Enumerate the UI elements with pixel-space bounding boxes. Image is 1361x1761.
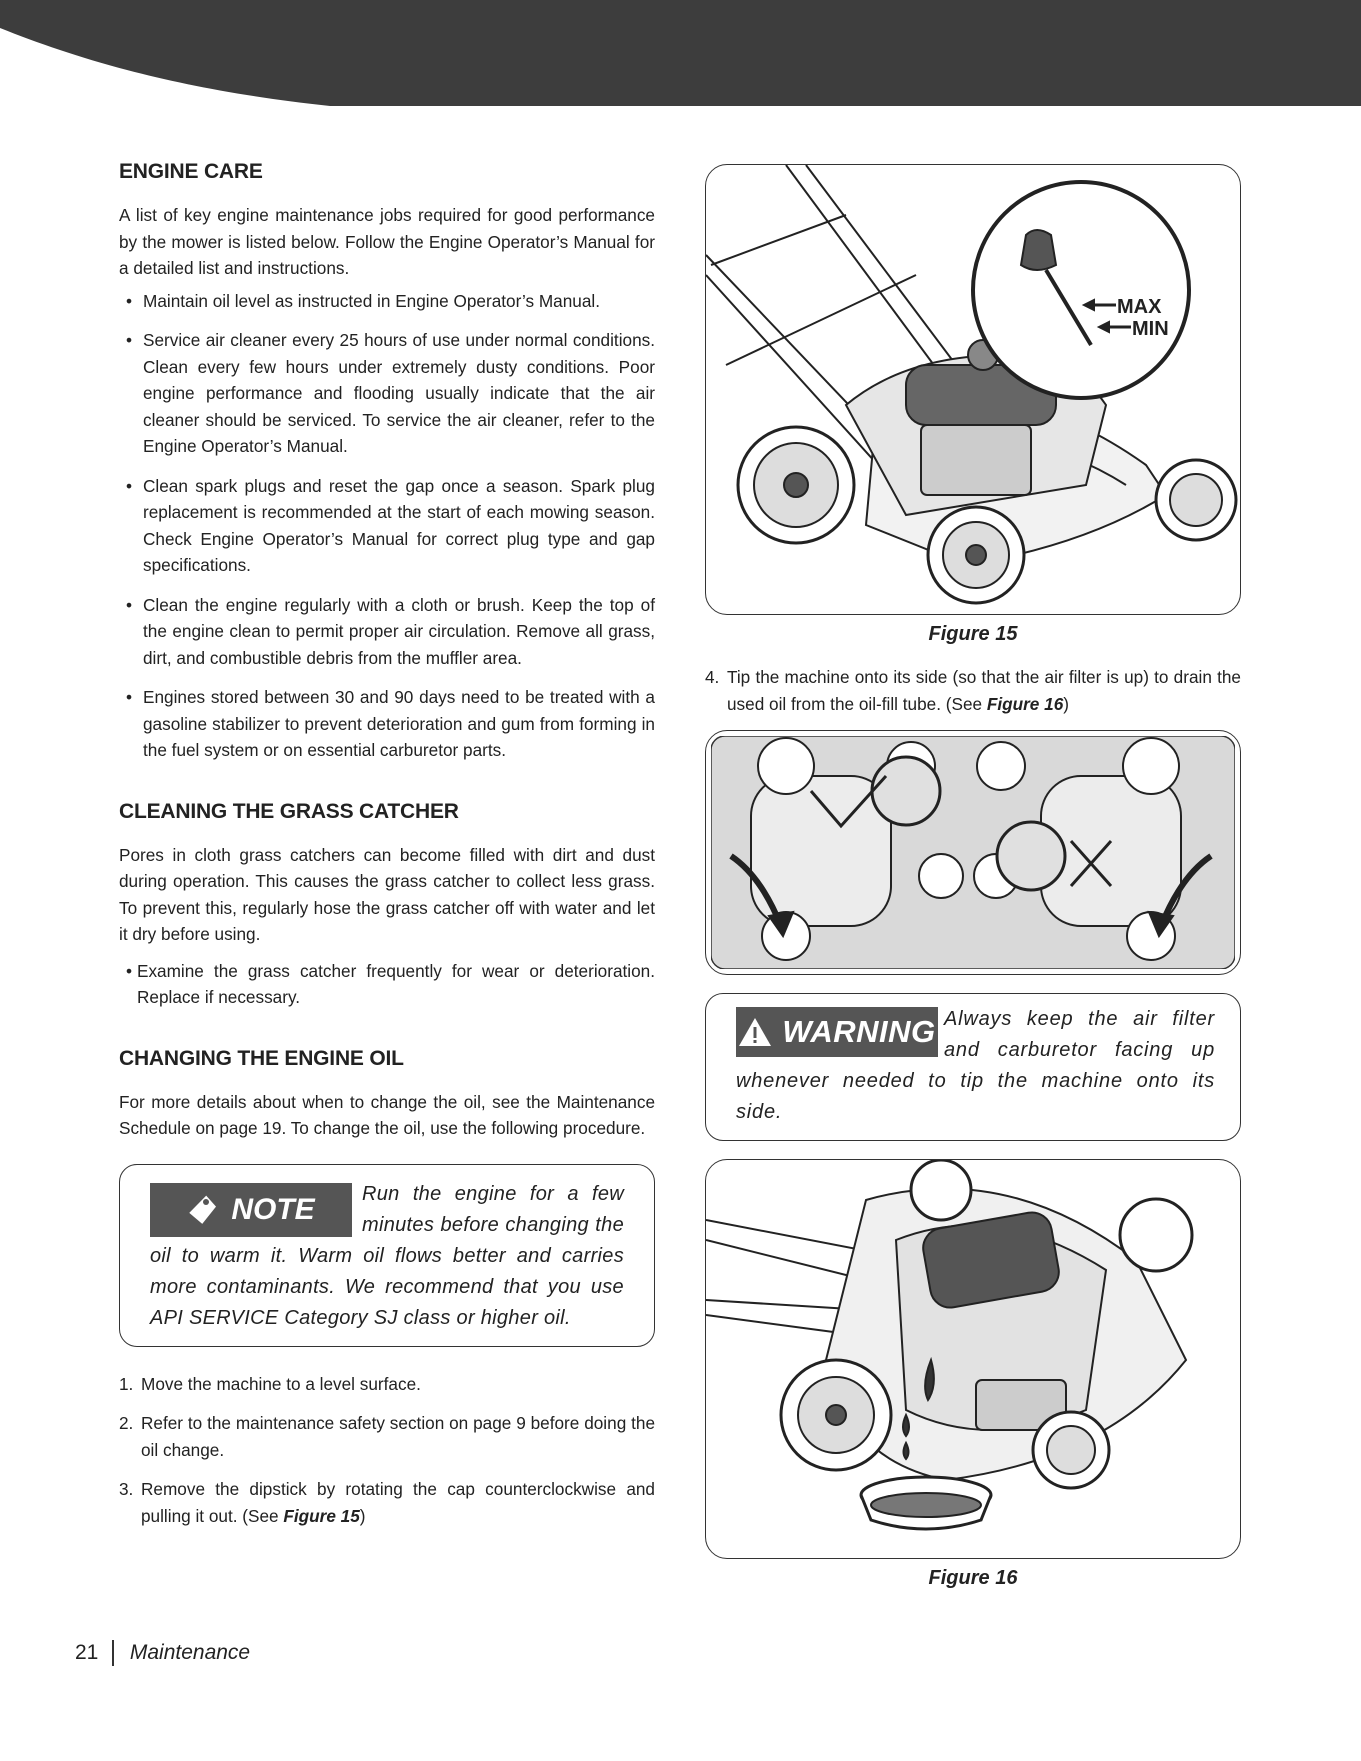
step-item bbox=[705, 664, 1241, 717]
oil-steps-list-continued bbox=[705, 664, 1241, 717]
engine-care-heading: ENGINE CARE bbox=[119, 160, 263, 183]
list-item: • Clean spark plugs and reset the gap once a season. Spark plug replacement is recommended at the start of each mowing season. Check Engine Operator’s Manual for correct plug type and gap specifications. bbox=[119, 473, 655, 579]
step-number: 2. bbox=[119, 1413, 134, 1433]
grass-catcher-intro: Pores in cloth grass catchers can become filled with dirt and dust during operation. This causes the grass catcher to collect less grass. To prevent this, regularly hose the grass catcher off with water and let it dry before using. bbox=[119, 844, 655, 944]
warning-text: Always keep the air filter and carburetor facing up whenever needed to tip the machine onto its side. bbox=[736, 1008, 1215, 1123]
warning-box bbox=[705, 993, 1241, 1141]
header-banner bbox=[0, 0, 1361, 106]
page-footer bbox=[75, 1640, 250, 1666]
step-text: Tip the machine onto its side (so that the air filter is up) to drain the used oil from the oil-fill tube. (See bbox=[727, 667, 1241, 714]
step-item bbox=[119, 1476, 655, 1529]
figure-15-illustration bbox=[705, 164, 1241, 615]
warning-tag bbox=[736, 1007, 938, 1057]
engine-care-list bbox=[119, 288, 655, 764]
min-label: MIN bbox=[1132, 318, 1169, 340]
engine-oil-intro: For more details about when to change the oil, see the Maintenance Schedule on page 19. To change the oil, use the following procedure. bbox=[119, 1091, 655, 1138]
step-text: Remove the dipstick by rotating the cap counterclockwise and pulling it out. (See bbox=[141, 1479, 655, 1526]
figure-16-illustration bbox=[705, 1159, 1241, 1559]
figure-16-caption: Figure 16 bbox=[928, 1567, 1018, 1589]
page-number: 21 bbox=[75, 1641, 99, 1664]
note-box bbox=[119, 1164, 655, 1347]
list-item: • Service air cleaner every 25 hours of use under normal conditions. Clean every few hours under extremely dusty conditions. Poor engine performance and flooding usually indicate that the air cleaner should be serviced. To service the air cleaner, refer to the Engine Operator’s Manual. bbox=[119, 327, 655, 460]
note-tag bbox=[150, 1183, 352, 1237]
warning-triangle-icon bbox=[738, 1017, 772, 1047]
step-item bbox=[119, 1410, 655, 1463]
mower-dipstick-drawing bbox=[706, 165, 1241, 614]
step-item bbox=[119, 1371, 655, 1398]
list-item: • Maintain oil level as instructed in Engine Operator’s Manual. bbox=[119, 288, 655, 315]
figure-16-reference: Figure 16 bbox=[986, 693, 1064, 714]
list-item: • Clean the engine regularly with a cloth or brush. Keep the top of the engine clean to permit proper air circulation. Remove all grass, dirt, and combustible debris from the muffler area. bbox=[119, 592, 655, 672]
step-number: 1. bbox=[119, 1373, 134, 1394]
step-text-end: ) bbox=[1063, 693, 1069, 714]
grass-catcher-list bbox=[119, 958, 655, 1011]
grass-catcher-heading: CLEANING THE GRASS CATCHER bbox=[119, 799, 459, 823]
max-label: MAX bbox=[1117, 296, 1162, 318]
note-label: NOTE bbox=[231, 1192, 315, 1226]
warning-label: WARNING bbox=[782, 1014, 936, 1049]
step-number: 3. bbox=[119, 1479, 134, 1499]
list-item: • Examine the grass catcher frequently for wear or deterioration. Replace if necessary. bbox=[119, 958, 655, 1011]
engine-care-intro: A list of key engine maintenance jobs required for good performance by the mower is listed below. Follow the Engine Operator’s Manual for a detailed list and instructions. bbox=[119, 205, 655, 278]
figure-15-reference: Figure 15 bbox=[283, 1505, 360, 1526]
tip-direction-drawing bbox=[711, 736, 1235, 969]
figure-15-caption: Figure 15 bbox=[928, 623, 1018, 645]
step-number: 4. bbox=[705, 667, 720, 687]
left-column bbox=[119, 160, 655, 1542]
mower-draining-oil-drawing bbox=[706, 1160, 1241, 1558]
tip-orientation-illustration bbox=[705, 730, 1241, 975]
list-item: • Engines stored between 30 and 90 days need to be treated with a gasoline stabilizer to prevent deterioration and gum from forming in the fuel system or on essential carburetor parts. bbox=[119, 684, 655, 764]
tag-icon bbox=[187, 1193, 217, 1227]
right-column bbox=[705, 164, 1241, 1590]
footer-divider bbox=[112, 1640, 114, 1666]
step-text: Move the machine to a level surface. bbox=[141, 1373, 421, 1394]
step-text: Refer to the maintenance safety section on page 9 before doing the oil change. bbox=[141, 1413, 655, 1460]
note-text: Run the engine for a few minutes before changing the oil to warm it. Warm oil flows better and carries more contaminants. We recommend that you use API SERVICE Category SJ class or higher oil. bbox=[150, 1182, 624, 1329]
section-name: Maintenance bbox=[129, 1641, 251, 1664]
engine-oil-heading: CHANGING THE ENGINE OIL bbox=[119, 1046, 404, 1070]
step-text-end: ) bbox=[359, 1505, 366, 1526]
oil-steps-list bbox=[119, 1371, 655, 1530]
